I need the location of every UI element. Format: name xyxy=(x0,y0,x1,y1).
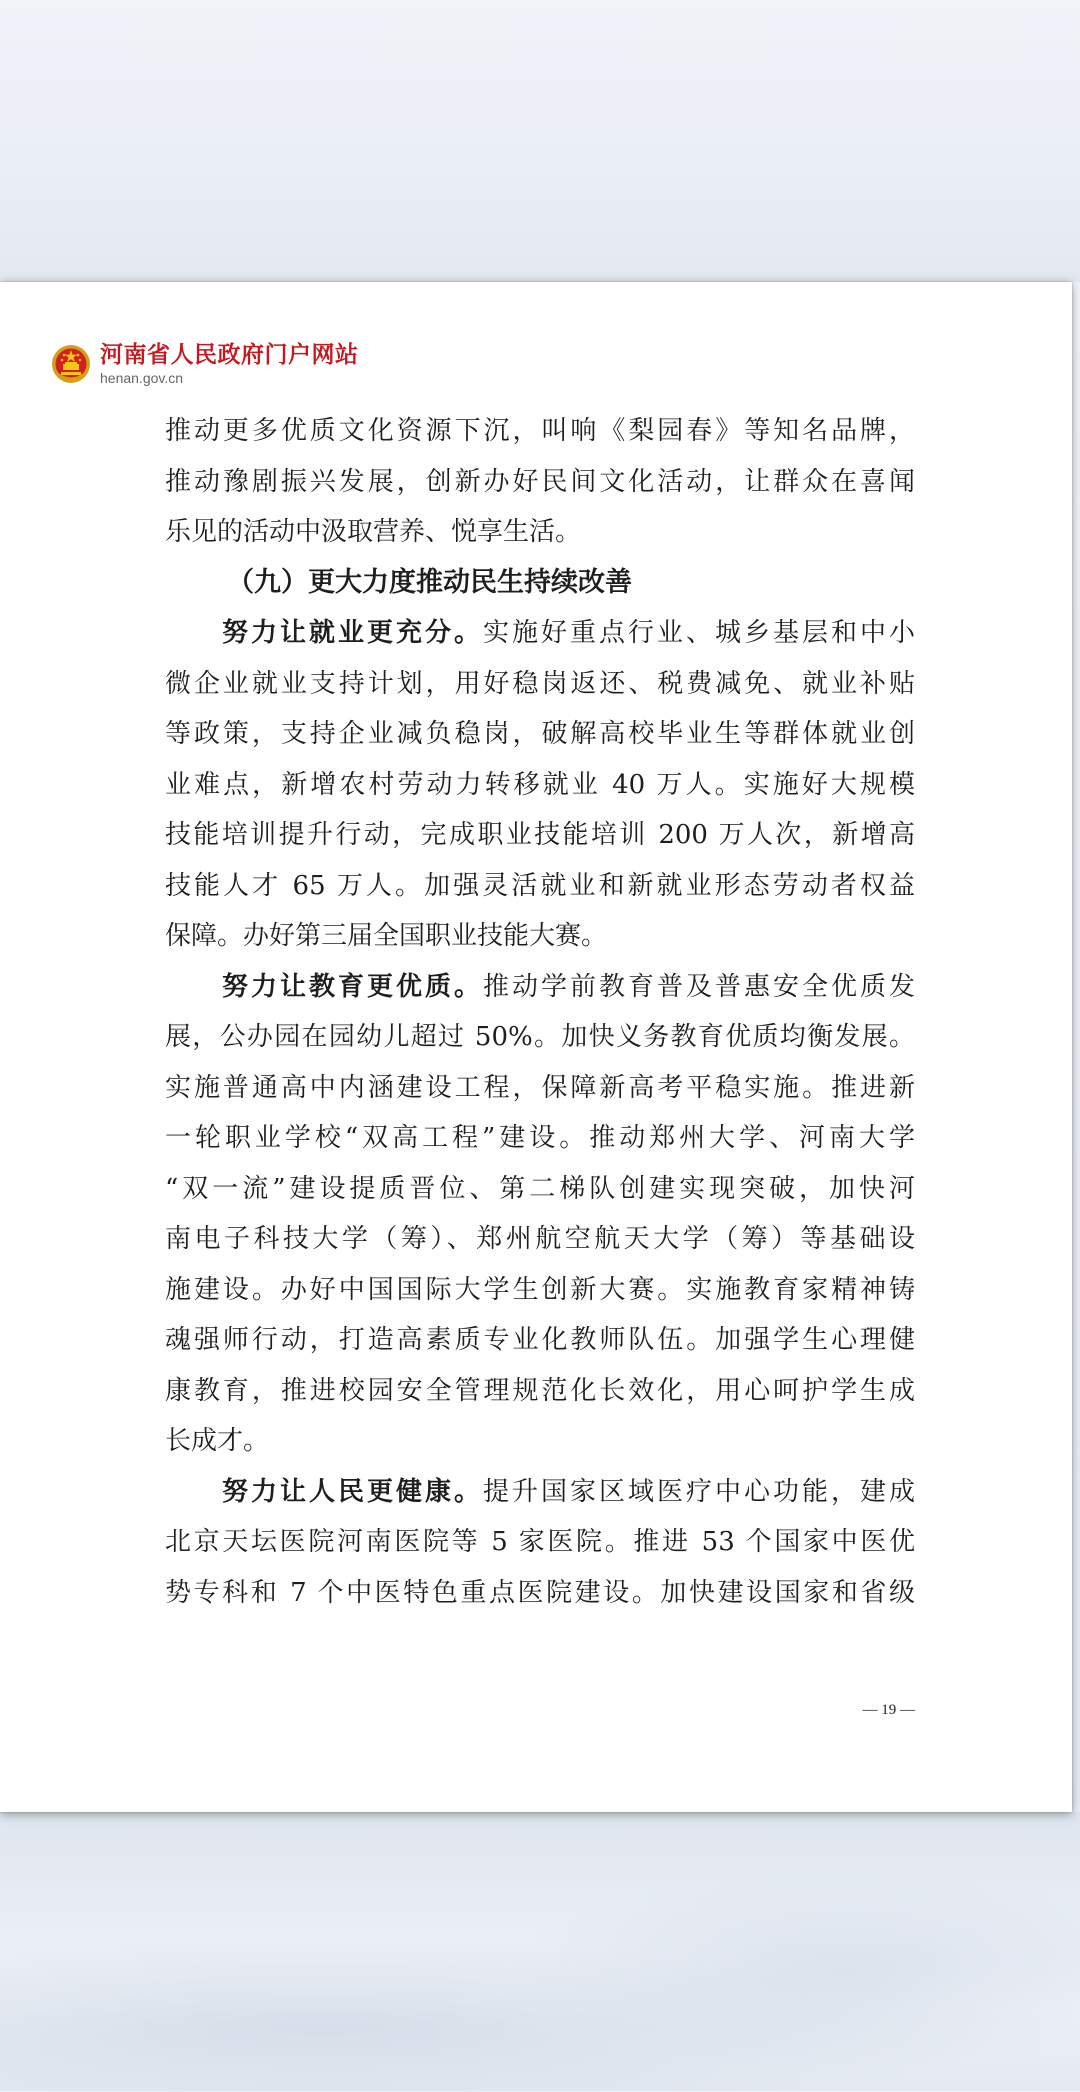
text-line: 保障。办好第三届全国职业技能大赛。 xyxy=(165,921,608,951)
text-line: 实施普通高中内涵建设工程，保障新高考平稳实施。推进新 xyxy=(165,1072,915,1103)
text-line: 业难点，新增农村劳动力转移就业 40 万人。实施好大规模 xyxy=(165,769,915,800)
text-line: 推动豫剧振兴发展，创新办好民间文化活动，让群众在喜闻 xyxy=(165,466,915,497)
paragraph-first-line xyxy=(165,1467,915,1518)
background-top xyxy=(0,0,1080,282)
text-line: 康教育，推进校园安全管理规范化长效化，用心呵护学生成 xyxy=(165,1375,915,1406)
site-header xyxy=(50,338,359,390)
text-line: 施建设。办好中国国际大学生创新大赛。实施教育家精神铸 xyxy=(165,1274,915,1305)
document-body xyxy=(165,406,915,1618)
text-line: “双一流”建设提质晋位、第二梯队创建实现突破，加快河 xyxy=(165,1173,915,1204)
text-line: 等政策，支持企业减负稳岗，破解高校毕业生等群体就业创 xyxy=(165,719,915,749)
site-domain[interactable]: henan.gov.cn xyxy=(100,370,184,386)
paragraph-first-line xyxy=(165,962,915,1013)
text-line: 乐见的活动中汲取营养、悦享生活。 xyxy=(165,517,582,547)
paragraph-text: 推动学前教育普及普惠安全优质发 xyxy=(483,971,915,1002)
paragraph-first-line xyxy=(165,608,915,659)
paragraph-text: 实施好重点行业、城乡基层和中小 xyxy=(483,618,915,648)
section-heading: （九）更大力度推动民生持续改善 xyxy=(227,566,632,598)
text-line: 技能培训提升行动，完成职业技能培训 200 万人次，新增高 xyxy=(165,820,915,850)
paragraph-lead: 努力让就业更充分。 xyxy=(222,618,483,648)
site-name[interactable]: 河南省人民政府门户网站 xyxy=(100,342,359,368)
national-emblem-icon xyxy=(50,343,92,385)
text-line: 一轮职业学校“双高工程”建设。推动郑州大学、河南大学 xyxy=(165,1123,915,1153)
document-page xyxy=(0,282,1072,1812)
text-line: 北京天坛医院河南医院等 5 家医院。推进 53 个国家中医优 xyxy=(165,1527,915,1557)
paragraph-lead: 努力让人民更健康。 xyxy=(222,1476,483,1507)
text-line: 南电子科技大学（筹）、郑州航空航天大学（筹）等基础设 xyxy=(165,1224,915,1254)
text-line: 魂强师行动，打造高素质专业化教师队伍。加强学生心理健 xyxy=(165,1325,915,1355)
text-line: 推动更多优质文化资源下沉，叫响《梨园春》等知名品牌， xyxy=(165,416,915,446)
text-line: 长成才。 xyxy=(165,1426,270,1456)
text-line: 展，公办园在园幼儿超过 50%。加快义务教育优质均衡发展。 xyxy=(165,1022,915,1052)
text-line: 技能人才 65 万人。加强灵活就业和新就业形态劳动者权益 xyxy=(165,870,915,901)
page-number: — 19 — xyxy=(862,1702,915,1718)
paragraph-text: 提升国家区域医疗中心功能，建成 xyxy=(483,1476,915,1507)
background-bottom xyxy=(0,1812,1080,2091)
paragraph-lead: 努力让教育更优质。 xyxy=(222,971,483,1002)
text-line: 微企业就业支持计划，用好稳岗返还、税费减免、就业补贴 xyxy=(165,668,915,699)
text-line: 势专科和 7 个中医特色重点医院建设。加快建设国家和省级 xyxy=(165,1577,915,1608)
